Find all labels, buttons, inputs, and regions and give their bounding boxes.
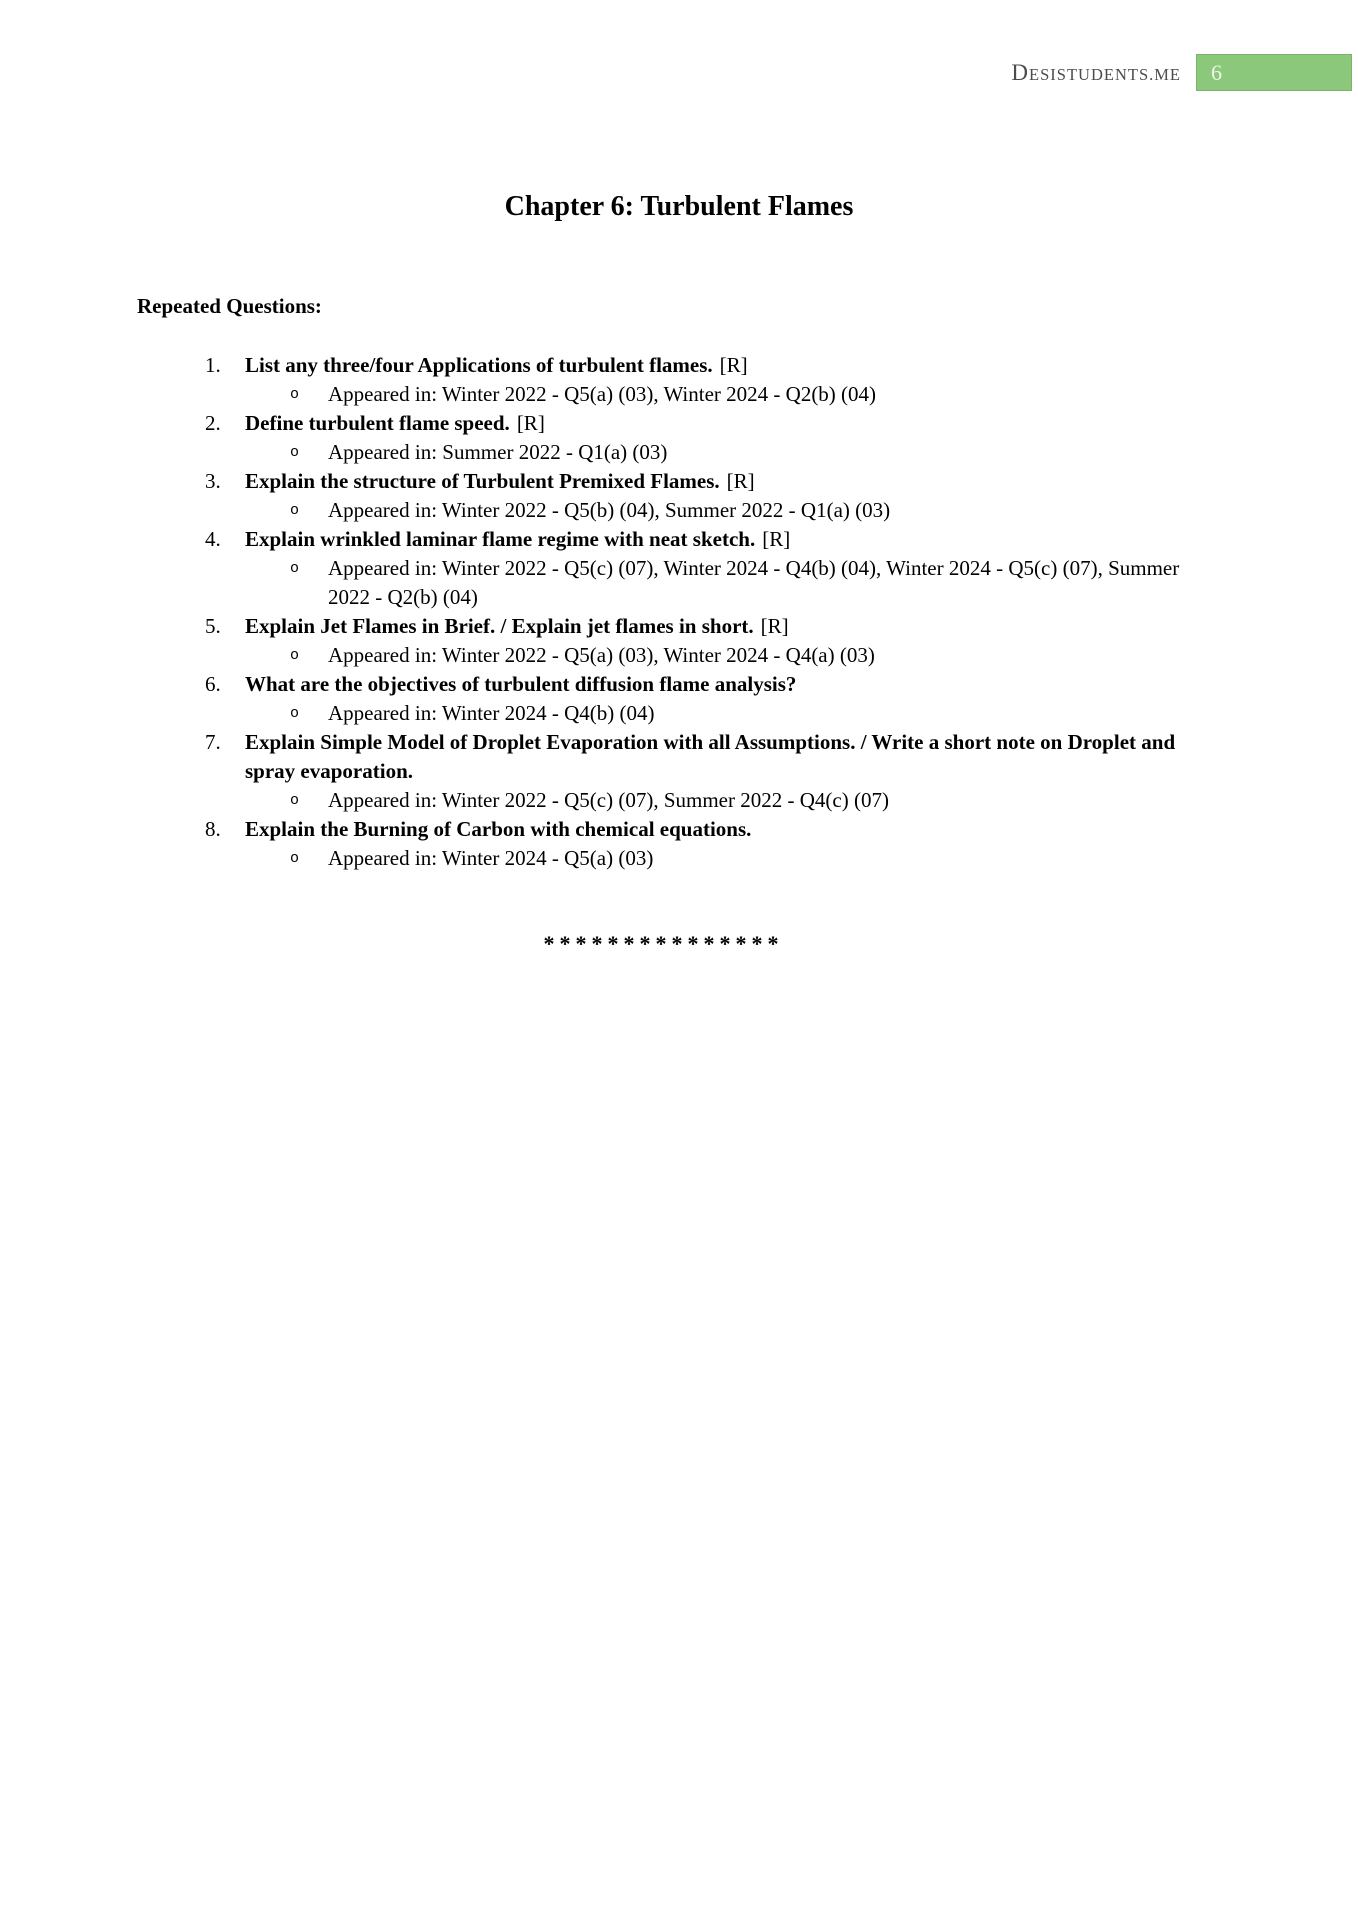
question-text-line bbox=[245, 351, 1190, 380]
question-body bbox=[245, 351, 1190, 409]
page-number-badge bbox=[1196, 54, 1352, 91]
chapter-title: Chapter 6: Turbulent Flames bbox=[504, 191, 854, 222]
page-content bbox=[137, 292, 1190, 958]
question-text: Define turbulent flame speed. bbox=[245, 411, 510, 435]
question-number: 2. bbox=[205, 411, 221, 435]
questions-list bbox=[205, 351, 1190, 873]
appearance-text: Appeared in: Winter 2022 - Q5(c) (07), Winter 2024 - Q4(b) (04), Winter 2024 - Q5(c) (07), Summer 2022 - Q2(b) (04) bbox=[328, 556, 1180, 609]
appearance-line bbox=[290, 641, 1190, 670]
question-number: 4. bbox=[205, 527, 221, 551]
repeated-tag: [R] bbox=[726, 469, 755, 493]
repeated-tag: [R] bbox=[762, 527, 791, 551]
question-text-line bbox=[245, 670, 1190, 699]
page-header bbox=[1011, 54, 1352, 91]
appearance-line bbox=[290, 699, 1190, 728]
circle-bullet: o bbox=[290, 647, 300, 664]
site-watermark-rest: ESISTUDENTS.ME bbox=[1029, 64, 1181, 84]
circle-bullet: o bbox=[290, 560, 300, 577]
appearance-text: Appeared in: Winter 2024 - Q5(a) (03) bbox=[328, 846, 654, 870]
appearance-text: Appeared in: Summer 2022 - Q1(a) (03) bbox=[328, 440, 668, 464]
site-watermark bbox=[1011, 61, 1181, 85]
repeated-tag: [R] bbox=[760, 614, 789, 638]
appearance-line bbox=[290, 554, 1190, 612]
question-text-line bbox=[245, 467, 1190, 496]
question-text-line bbox=[245, 815, 1190, 844]
question-item bbox=[205, 467, 1190, 525]
question-text: What are the objectives of turbulent diffusion flame analysis? bbox=[245, 672, 797, 696]
appearance-text: Appeared in: Winter 2022 - Q5(a) (03), Winter 2024 - Q4(a) (03) bbox=[328, 643, 875, 667]
repeated-tag: [R] bbox=[516, 411, 545, 435]
question-item bbox=[205, 612, 1190, 670]
appearance-line bbox=[290, 438, 1190, 467]
question-body bbox=[245, 409, 1190, 467]
question-text: Explain Simple Model of Droplet Evaporation with all Assumptions. / Write a short note on Droplet and spray evaporation. bbox=[245, 730, 1176, 783]
question-item bbox=[205, 728, 1190, 815]
appearance-line bbox=[290, 380, 1190, 409]
page-number: 6 bbox=[1211, 59, 1222, 85]
circle-bullet: o bbox=[290, 705, 300, 722]
question-text: Explain the Burning of Carbon with chemical equations. bbox=[245, 817, 752, 841]
question-body bbox=[245, 525, 1190, 612]
question-text: Explain Jet Flames in Brief. / Explain jet flames in short. bbox=[245, 614, 754, 638]
site-watermark-initial: D bbox=[1011, 59, 1030, 85]
section-heading: Repeated Questions: bbox=[137, 294, 322, 318]
question-text: Explain the structure of Turbulent Premixed Flames. bbox=[245, 469, 720, 493]
question-number: 5. bbox=[205, 614, 221, 638]
appearance-line bbox=[290, 496, 1190, 525]
question-body bbox=[245, 467, 1190, 525]
question-item bbox=[205, 525, 1190, 612]
question-text-line bbox=[245, 612, 1190, 641]
circle-bullet: o bbox=[290, 792, 300, 809]
question-text-line bbox=[245, 525, 1190, 554]
question-number: 8. bbox=[205, 817, 221, 841]
question-body bbox=[245, 728, 1190, 815]
question-text-line bbox=[245, 409, 1190, 438]
question-text: Explain wrinkled laminar flame regime with neat sketch. bbox=[245, 527, 756, 551]
appearance-text: Appeared in: Winter 2024 - Q4(b) (04) bbox=[328, 701, 655, 725]
circle-bullet: o bbox=[290, 502, 300, 519]
question-item bbox=[205, 409, 1190, 467]
circle-bullet: o bbox=[290, 850, 300, 867]
appearance-line bbox=[290, 786, 1190, 815]
question-body bbox=[245, 670, 1190, 728]
appearance-text: Appeared in: Winter 2022 - Q5(c) (07), Summer 2022 - Q4(c) (07) bbox=[328, 788, 889, 812]
question-item bbox=[205, 670, 1190, 728]
question-number: 1. bbox=[205, 353, 221, 377]
appearance-line bbox=[290, 844, 1190, 873]
question-text-line bbox=[245, 728, 1190, 786]
question-item bbox=[205, 815, 1190, 873]
question-number: 6. bbox=[205, 672, 221, 696]
question-number: 3. bbox=[205, 469, 221, 493]
appearance-text: Appeared in: Winter 2022 - Q5(a) (03), Winter 2024 - Q2(b) (04) bbox=[328, 382, 877, 406]
question-item bbox=[205, 351, 1190, 409]
question-body bbox=[245, 815, 1190, 873]
asterisk-separator: *************** bbox=[543, 931, 784, 956]
circle-bullet: o bbox=[290, 386, 300, 403]
repeated-tag: [R] bbox=[719, 353, 748, 377]
appearance-text: Appeared in: Winter 2022 - Q5(b) (04), Summer 2022 - Q1(a) (03) bbox=[328, 498, 891, 522]
question-text: List any three/four Applications of turbulent flames. bbox=[245, 353, 713, 377]
question-number: 7. bbox=[205, 730, 221, 754]
question-body bbox=[245, 612, 1190, 670]
circle-bullet: o bbox=[290, 444, 300, 461]
